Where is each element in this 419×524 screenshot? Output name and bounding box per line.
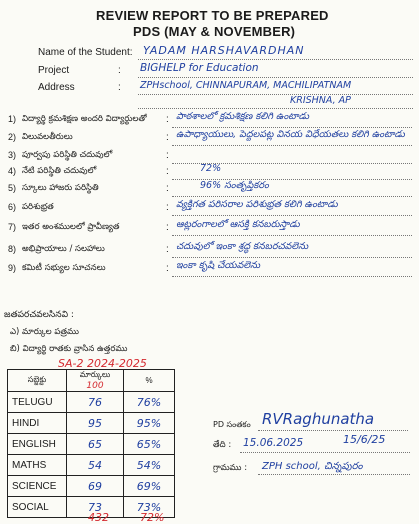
item-value: వ్యక్తిగత పరిసరాల పరిశుభ్రత కలిగి ఉంటాడు [176,199,338,210]
col-percent-header: % [124,370,175,392]
subject-cell: HINDI [12,417,40,429]
percent-cell: 76% [136,395,162,409]
item-value: 96% సంతృప్తికరం [200,180,269,191]
student-name-label: Name of the Student: [38,47,133,58]
item-label: విద్యార్థి క్రమశిక్షణ అందరి విద్యార్థులతో [22,114,147,124]
col-marks-header: మార్కులు 100 [67,370,124,392]
marks-table [7,369,175,518]
subject-cell: MATHS [12,459,47,471]
percent-cell: 73% [136,500,162,514]
address-line1: ZPHschool, CHINNAPURAM, MACHILIPATNAM [140,80,352,91]
item-number: 8) [8,244,17,254]
marks-total-percent: 72% [140,511,165,524]
address-label: Address [38,82,75,93]
item-label: విలువలతీరులు [22,132,73,142]
item-label: నేటి పరిస్థితి చదువులో [22,166,97,176]
marks-cell: 76 [88,395,102,409]
address-line2: KRISHNA, AP [290,95,351,106]
subject-cell: SCIENCE [12,480,57,492]
subject-cell: SOCIAL [12,501,49,513]
item-number: 6) [8,202,17,212]
item-number: 4) [8,166,17,176]
marks-cell: 73 [88,500,102,514]
item-number: 3) [8,150,17,160]
marks-cell: 69 [88,479,102,493]
subject-cell: ENGLISH [12,438,56,450]
date-value: 15.06.2025 [243,437,304,449]
item-value: పాఠశాలలో క్రమశిక్షణ కలిగి ఉంటాడు [176,111,309,122]
marks-cell: 54 [88,458,102,472]
percent-cell: 95% [136,416,162,430]
attachment-letter: బి) విద్యార్థి రాతకు వ్రాసిన ఉత్తరము [10,344,128,354]
item-value: చదువులో ఇంకా శ్రద్ధ కనబరచవలెను [176,241,309,252]
percent-cell: 69% [136,479,162,493]
col-marks-max: 100 [86,381,104,391]
marks-row [8,476,175,497]
item-value: ఇంకా కృషి చేయవలెను [176,260,261,271]
village-label: గ్రామము : [213,463,248,473]
attachment-marks-sheet: ఎ) మార్కుల పత్రము [10,327,79,337]
item-label: పరిశుభ్రత [22,202,54,212]
item-number: 9) [8,263,17,273]
village-value: ZPH school, చిన్నపురం [262,461,363,472]
marks-row [8,413,175,434]
item-label: స్కూలు హాజరు పరిస్థితి [22,183,99,193]
project-value: BIGHELP for Education [140,62,259,74]
marks-cell: 95 [88,416,102,430]
col-subject-header: సబ్జెక్టు [8,370,67,392]
subject-cell: TELUGU [12,396,53,408]
percent-cell: 65% [136,437,162,451]
report-subtitle: PDS (MAY & NOVEMBER) [133,24,296,39]
marks-row [8,392,175,413]
marks-row [8,455,175,476]
project-label: Project [38,65,70,76]
marks-cell: 65 [88,437,102,451]
student-name-value: YADAM HARSHAVARDHAN [143,44,305,57]
exam-label: SA-2 2024-2025 [58,357,147,370]
item-label: కమిటీ సభ్యుల సూచనలు [22,263,106,273]
report-title: REVIEW REPORT TO BE PREPARED [96,8,329,23]
item-label: అభిప్రాయాలు / సలహాలు [22,244,105,254]
item-value: ఉపాధ్యాయులు, పెద్దలపట్ల వినయ విధేయతలు కలిగి ఉంటాడు [176,129,405,140]
item-number: 2) [8,132,17,142]
marks-row [8,434,175,455]
attachments-heading: జతపరచవలసినవి : [4,310,74,320]
date-handwritten: 15/6/25 [343,433,386,446]
marks-total: 432 [88,511,109,524]
pd-signature-label: PD సంతకం [213,420,251,429]
item-number: 7) [8,222,17,232]
percent-cell: 54% [136,458,162,472]
item-number: 5) [8,183,17,193]
marks-table-header [8,370,175,392]
item-value: ఆట్లరంగాలలో ఆసక్తి కనబరుస్తాడు [176,219,300,230]
item-value: 72% [200,163,222,174]
item-number: 1) [8,114,17,124]
date-label: తేది : [213,440,232,450]
item-label: ఇతర అంశములలో ప్రావీణ్యత [22,222,120,232]
item-label: పూర్వపు పరిస్థితి చదువులో [22,150,113,160]
pd-signature: RVRaghunatha [262,410,375,428]
